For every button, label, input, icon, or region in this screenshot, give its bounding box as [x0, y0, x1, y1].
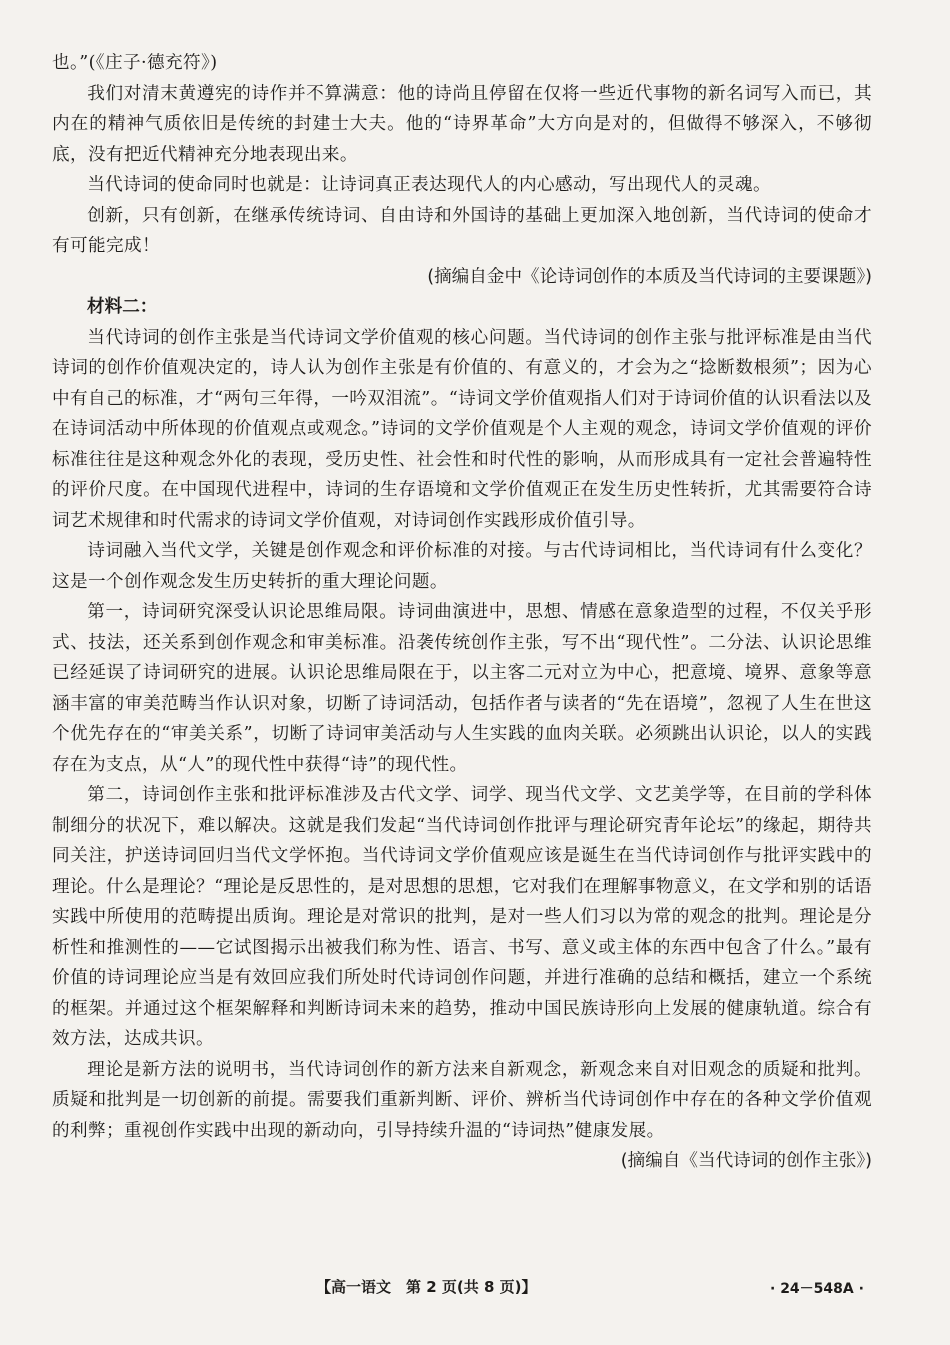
- page-number-label: 【高一语文 第 2 页(共 8 页)】: [316, 1278, 537, 1296]
- paragraph-q2: 第一，诗词研究深受认识论思维局限。诗词曲演进中，思想、情感在意象造型的过程，不仅关乎形式、技法，还关系到创作观念和审美标准。沿袭传统创作主张，写不出“现代性”。二分法、认识论思维已经延误了诗词研究的进展。认识论思维局限在于，以主客二元对立为中心，把意境、境界、意象等意涵丰富的审美范畴当作认识对象，切断了诗词活动，包括作者与读者的“先在语境”，忽视了人生在世这个优先存在的“审美关系”，切断了诗词审美活动与人生实践的血肉关联。必须跳出认识论，以人的实践存在为支点，从“人”的现代性中获得“诗”的现代性。: [52, 602, 872, 775]
- paragraph-q4: 理论是新方法的说明书，当代诗词创作的新方法来自新观念，新观念来自对旧观念的质疑和批判。质疑和批判是一切创新的前提。需要我们重新判断、评价、辨析当代诗词创作中存在的各种文学价值观的利弊；重视创作实践中出现的新动向，引导持续升温的“诗词热”健康发展。: [52, 1059, 872, 1141]
- source-citation-1: (摘编自金中《论诗词创作的本质及当代诗词的主要课题》): [427, 266, 872, 287]
- page-footer: [0, 1276, 950, 1306]
- paragraph-q3: 第二，诗词创作主张和批评标准涉及古代文学、词学、现当代文学、文艺美学等，在目前的学科体制细分的状况下，难以解决。这就是我们发起“当代诗词创作批评与理论研究青年论坛”的缘起，期待共同关注，护送诗词回归当代文学怀抱。当代诗词文学价值观应该是诞生在当代诗词创作与批评实践中的理论。什么是理论？“理论是反思性的，是对思想的思想，它对我们在理解事物意义，在文学和别的话语实践中所使用的范畴提出质询。理论是对常识的批判，是对一些人们习以为常的观念的批判。理论是分析性和推测性的——它试图揭示出被我们称为性、语言、书写、意义或主体的东西中包含了什么。”最有价值的诗词理论应当是有效回应我们所处时代诗词创作问题，并进行准确的总结和概括，建立一个系统的框架。并通过这个框架解释和判断诗词未来的趋势，推动中国民族诗形向上发展的健康轨道。综合有效方法，达成共识。: [52, 785, 872, 1049]
- source-citation-2: (摘编自《当代诗词的创作主张》): [620, 1151, 872, 1171]
- paragraph-p0: 也。”(《庄子·德充符》): [52, 53, 218, 73]
- paragraph-p2: 当代诗词的使命同时也就是：让诗词真正表达现代人的内心感动，写出现代人的灵魂。: [87, 175, 771, 195]
- exam-code: · 24－548A ·: [770, 1281, 864, 1297]
- paragraph-q0: 当代诗词的创作主张是当代诗词文学价值观的核心问题。当代诗词的创作主张与批评标准是由当代诗词的创作价值观决定的，诗人认为创作主张是有价值的、有意义的，才会为之“捻断数根须”；因为心中有自己的标准，才“两句三年得，一吟双泪流”。“诗词文学价值观指人们对于诗词价值的认识看法以及在诗词活动中所体现的价值观点或观念。”诗词的文学价值观是个人主观的观念，诗词文学价值观的评价标准往往是这种观念外化的表现，受历史性、社会性和时代性的影响，从而形成具有一定社会普遍特性的评价尺度。在中国现代进程中，诗词的生存语境和文学价值观正在发生历史性转折，尤其需要符合诗词艺术规律和时代需求的诗词文学价值观，对诗词创作实践形成价值引导。: [52, 327, 872, 531]
- paragraph-p3: 创新，只有创新，在继承传统诗词、自由诗和外国诗的基础上更加深入地创新，当代诗词的使命才有可能完成！: [52, 205, 872, 256]
- material-2-heading: 材料二：: [87, 297, 158, 317]
- paragraph-q1: 诗词融入当代文学，关键是创作观念和评价标准的对接。与古代诗词相比，当代诗词有什么变化？这是一个创作观念发生历史转折的重大理论问题。: [52, 541, 872, 592]
- paragraph-p1: 我们对清末黄遵宪的诗作并不算满意：他的诗尚且停留在仅将一些近代事物的新名词写入而已，其内在的精神气质依旧是传统的封建士大夫。他的“诗界革命”大方向是对的，但做得不够深入，不够彻底，没有把近代精神充分地表现出来。: [52, 83, 872, 165]
- main-text: [52, 48, 872, 1177]
